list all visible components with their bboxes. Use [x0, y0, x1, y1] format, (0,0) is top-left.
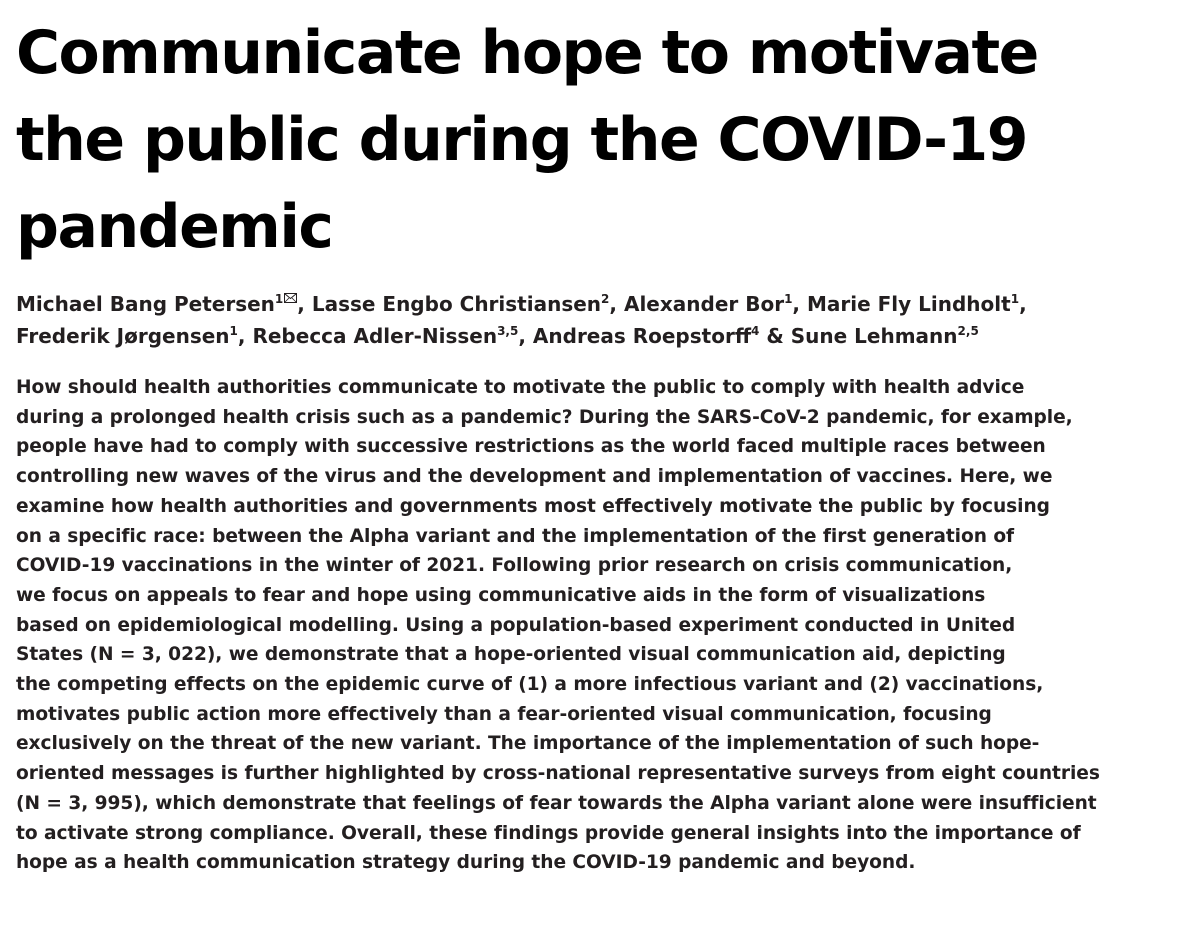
- author-affiliation: 1: [784, 292, 793, 306]
- title-line: pandemic: [16, 192, 333, 262]
- abstract-line: oriented messages is further highlighted by cross-national representative surveys from eight countries: [16, 763, 1100, 785]
- author-separator: ,: [297, 292, 312, 316]
- author-affiliation: 1: [229, 324, 238, 338]
- author-affiliation: 2: [601, 292, 610, 306]
- author-separator: ,: [792, 292, 807, 316]
- author-affiliation: 1: [274, 292, 284, 306]
- abstract-line: States (N = 3, 022), we demonstrate that a hope-oriented visual communication aid, depicting: [16, 644, 1006, 666]
- author-separator: &: [759, 324, 791, 348]
- abstract-line: to activate strong compliance. Overall, these findings provide general insights into the importance of: [16, 822, 1081, 844]
- abstract-line: (N = 3, 995), which demonstrate that feelings of fear towards the Alpha variant alone were insufficient: [16, 792, 1097, 814]
- author-name[interactable]: Frederik Jørgensen: [16, 324, 230, 348]
- abstract-line: hope as a health communication strategy during the COVID-19 pandemic and beyond.: [16, 852, 916, 874]
- abstract: [16, 373, 1186, 878]
- author-name[interactable]: Marie Fly Lindholt: [806, 292, 1011, 316]
- abstract-line: on a specific race: between the Alpha variant and the implementation of the first generation of: [16, 525, 1015, 547]
- article-page: [16, 0, 1186, 878]
- author-list: [16, 288, 1186, 352]
- author-name[interactable]: Andreas Roepstorff: [532, 324, 752, 348]
- abstract-line: controlling new waves of the virus and the development and implementation of vaccines. Here, we: [16, 466, 1053, 488]
- author-name[interactable]: Sune Lehmann: [790, 324, 958, 348]
- envelope-icon[interactable]: [284, 293, 297, 303]
- author-separator: ,: [237, 324, 253, 348]
- abstract-line: motivates public action more effectively than a fear-oriented visual communication, focusing: [16, 703, 992, 725]
- author-affiliation: 2,5: [957, 324, 979, 338]
- article-title: [16, 0, 1186, 271]
- abstract-line: based on epidemiological modelling. Using a population-based experiment conducted in United: [16, 614, 1016, 636]
- abstract-line: the competing effects on the epidemic curve of (1) a more infectious variant and (2) vaccinations,: [16, 674, 1044, 696]
- abstract-line: exclusively on the threat of the new variant. The importance of the implementation of such hope-: [16, 733, 1040, 755]
- author-line: [16, 320, 979, 352]
- author-affiliation: 3,5: [497, 324, 519, 338]
- abstract-line: during a prolonged health crisis such as a pandemic? During the SARS-CoV-2 pandemic, for example,: [16, 406, 1073, 428]
- abstract-line: How should health authorities communicate to motivate the public to comply with health advice: [16, 377, 1025, 398]
- author-name[interactable]: Lasse Engbo Christiansen: [311, 292, 602, 316]
- author-line: Michael Bang Petersen$^1$ , Lasse Engbo Christiansen$^2$, Alexander Bor$^1$, Marie Fly Lindholt$^1$,: [16, 292, 1027, 316]
- author-separator: ,: [609, 292, 624, 316]
- author-affiliation: 4: [751, 324, 760, 338]
- author-name[interactable]: Rebecca Adler-Nissen: [252, 324, 498, 348]
- abstract-line: COVID-19 vaccinations in the winter of 2021. Following prior research on crisis communication,: [16, 555, 1013, 577]
- abstract-line: we focus on appeals to fear and hope using communicative aids in the form of visualizations: [16, 584, 986, 606]
- author-name[interactable]: Alexander Bor: [623, 292, 785, 316]
- author-name[interactable]: Michael Bang Petersen: [16, 292, 275, 316]
- author-affiliation: 1: [1010, 292, 1020, 306]
- title-line: Communicate hope to motivate: [16, 18, 1038, 88]
- author-separator: ,: [518, 324, 533, 348]
- title-line: the public during the COVID-19: [16, 105, 1028, 175]
- abstract-line: examine how health authorities and governments most effectively motivate the public by focusing: [16, 495, 1050, 517]
- abstract-line: people have had to comply with successive restrictions as the world faced multiple races between: [16, 436, 1046, 458]
